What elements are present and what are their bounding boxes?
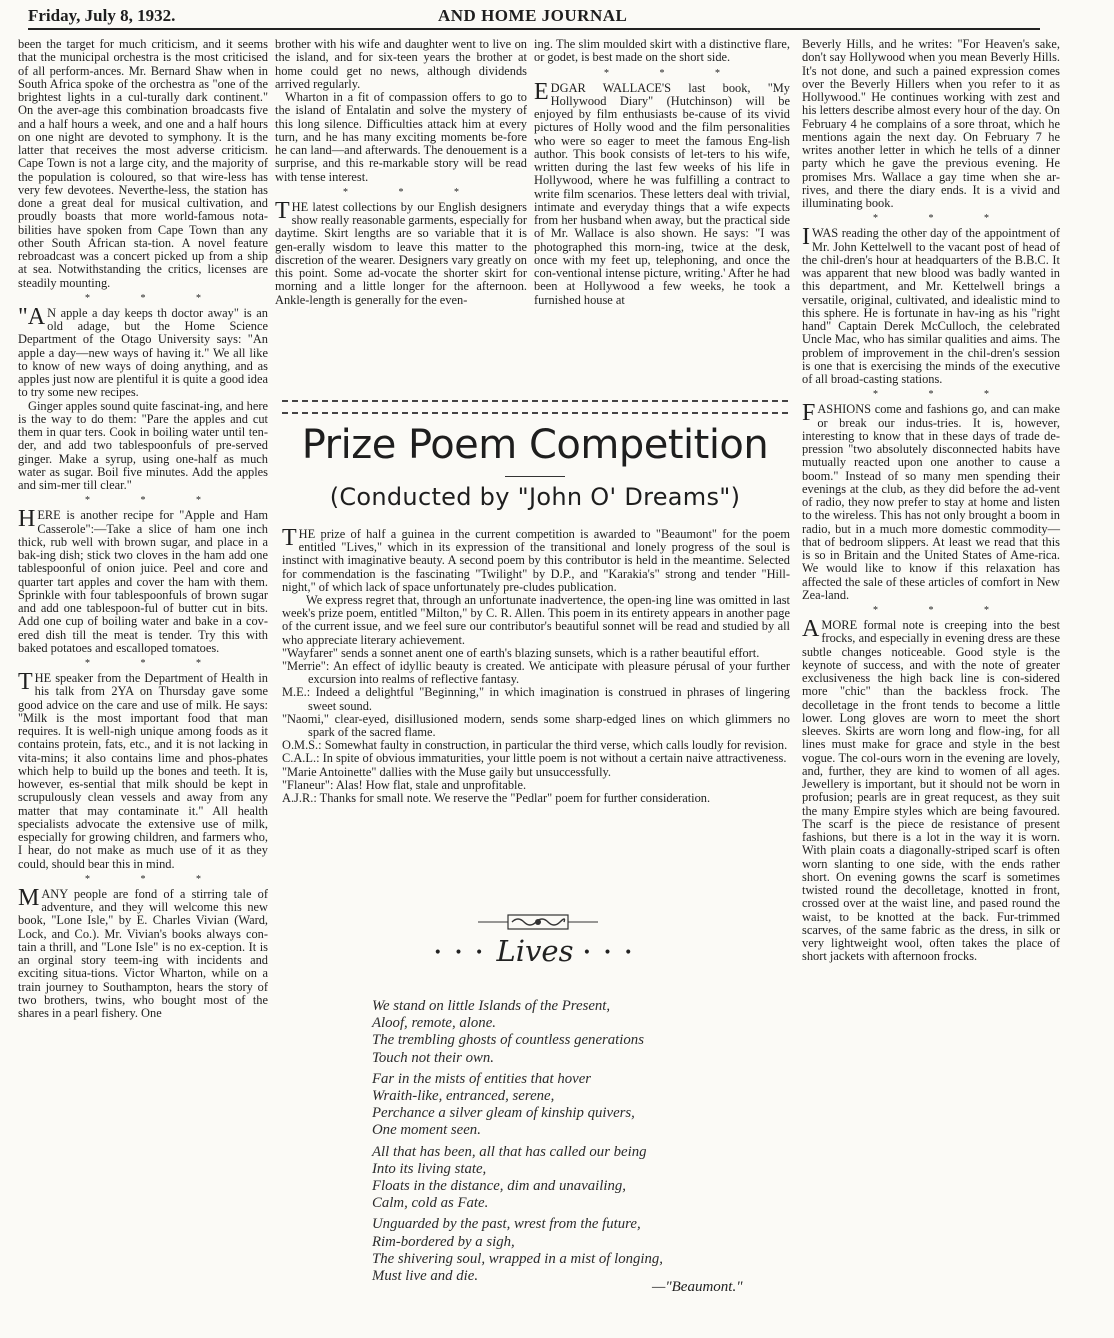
poem-line: The shivering soul, wrapped in a mist of longing, — [372, 1250, 664, 1267]
article-fashion-collections: THE latest collections by our English designers show really reasonable garments, especially for daytime. Skirt lengths are so variable that it is gen-erally wisdom to leave this matter to the discretion of the wearer. Designers vary greatly on this point. Some ad-vocate the shorter skirt for morning and a little longer for the afternoon. Ankle-length is generally for the even- — [275, 197, 528, 307]
title-rule — [505, 476, 565, 477]
prize-intro: THE prize of half a guinea in the current competition is awarded to "Beaumont" for the poem entitled "Lives," which in its expression of the transitional and lonely progress of the soul is instinct with imaginative beauty. A second poem by this contributor is held in the meantime. Selected for commendation is the fascinating "Twilight" by D.P., and "Karakia's" strong and tender "Hill-night," of which lack of space unfortunately pre-cludes publication. — [282, 525, 790, 594]
article-casserole: HERE is another recipe for "Apple and Ham Casserole":—Take a slice of ham one inch thick, rub well with brown sugar, and place in a bak-ing dish; stick two cloves in the ham add one tablespoonful of onion juice. Peel and core and quarter tart apples and cover the ham with them. Sprinkle with four tablespoonfuls of brown sugar and add one tablespoon-ful of butter cut in bits. Add one cup of boiling water and bake in a cov-ered dish till the meat is tender. Try this with baked potatoes and escalloped tomatoes. — [18, 506, 268, 655]
poem-stanza — [372, 998, 772, 1067]
section-separator: * * * — [873, 389, 1013, 401]
verdict-item: "Marie Antoinette" dallies with the Muse gaily but unsuccessfully. — [282, 764, 611, 779]
verdict-item: "Naomi," clear-eyed, disillusioned modern, sends some sharp-edged lines on which glimmers no spark of the sacred flame. — [282, 711, 790, 740]
poem-line: One moment seen. — [372, 1122, 481, 1139]
publication-title: AND HOME JOURNAL — [438, 6, 628, 25]
poem-title-text: Lives — [496, 934, 574, 968]
masthead — [28, 6, 1038, 26]
verdict-item: A.J.R.: Thanks for small note. We reserve the "Pedlar" poem for further consideration. — [282, 791, 711, 806]
poem-line: Touch not their own. — [372, 1049, 494, 1066]
poem-title-dots: • • • — [582, 945, 637, 961]
article-fashion-cont: ing. The slim moulded skirt with a distinctive flare, or godet, is best made on the short side. — [534, 37, 790, 65]
poem-line: Into its living state, — [372, 1160, 487, 1177]
prize-header — [282, 418, 788, 511]
poem-author: —"Beaumont." — [652, 1279, 743, 1295]
poem-line: The trembling ghosts of countless generations — [372, 1032, 644, 1049]
poem-line: All that has been, all that has called our being — [372, 1143, 647, 1160]
article-lone-isle: MANY people are fond of a stirring tale of adventure, and they will welcome this new book, "Lone Isle," by E. Charles Vivian (Ward, Lock, and Co.). Mr. Vivian's books always con-tain a thrill, and "Lone Isle" is no ex-ception. It is an orginal story teem-ing with incidents and exciting situa-tions. Victor Wharton, while on a train journey to Southampton, hears the story of two brothers, twins, who bought most of the shares in a pearl fishery. One — [18, 884, 268, 1020]
article-orchestra-end: been the target for much criticism, and it seems that the municipal orchestra is the most criticised of all perform-ances. Mr. Bernard Shaw when in South Africa spoke of the orchestra as "one of the brightest lights in a cul-turally dark continent." On the aver-age this combination broadcasts five and a half hours a week, and one and a half hours on one night are devoted to symphony. It is the latter that receives the most adverse criticism. Cape Town is not a large city, and the majority of the population is coloured, so that wire-less has very few devotees. Neverthe-less, the station has done a great deal for musical cultivation, and proudly boasts that more world-famous nota-bilities have spoken from Cape Town than any other South African sta-tion. A novel feature rebroadcast was a concert picked up from a ship at sea. Notwithstanding the critics, licenses are steadily mounting. — [18, 37, 268, 290]
section-separator: * * * — [85, 495, 225, 507]
section-separator: * * * — [85, 658, 225, 669]
article-lone-isle-review: Wharton in a fit of compassion offers to go to the island of Entalatin and solve the mystery of this long silence. Difficulties attack him at every turn, and he has many exciting moments be-fore he can land—and afterwards. The denouement is a surprise, and this re-markable story will be read with tense interest. — [275, 90, 527, 184]
poem-title-dots: • • • — [433, 945, 488, 961]
verdict-list — [282, 647, 790, 805]
column-3 — [534, 38, 790, 307]
prize-subtitle: (Conducted by "John O' Dreams") — [329, 483, 741, 511]
ornament-icon — [478, 913, 598, 931]
poem-line: Rim-bordered by a sigh, — [372, 1233, 515, 1250]
decorative-divider — [282, 400, 788, 414]
verdict-item: M.E.: Indeed a delightful "Beginning," in which imagination is construed in phrases of lingering sweet sound. — [282, 685, 790, 713]
verdict-item: "Flaneur": Alas! How flat, stale and unprofitable. — [282, 777, 527, 792]
poem-line: We stand on little Islands of the Present, — [372, 998, 611, 1014]
section-separator: * * * — [604, 67, 744, 79]
poem-stanza — [372, 1144, 772, 1213]
poem-line: Perchance a silver gleam of kinship quivers, — [372, 1105, 635, 1122]
prize-title: Prize Poem Competition — [301, 422, 769, 468]
poem-block — [282, 934, 788, 1295]
header-rule — [28, 28, 1040, 30]
article-wallace-cont: Beverly Hills, and he writes: "For Heaven's sake, don't say Hollywood when you mean Beverly Hills. It's not done, and such a pained expression comes over the Beverly Hillers when you refer to it as Hollywood." He continues working with zest and his letters describe almost every hour of the day. On February 4 he complains of a sore throat, which he mentions again the next day. On February 7 he writes another letter in which he tells of a dinner party which he gave the previous evening. He promises Mrs. Wallace a gay time when she ar-rives, and there the diary ends. It is a vivid and illuminating book. — [802, 37, 1060, 210]
article-lone-isle-cont: brother with his wife and daughter went to live on the island, and for six-teen years the brother at home could get no news, although dividends arrived regularly. — [275, 37, 527, 91]
column-2 — [275, 38, 527, 307]
issue-date: Friday, July 8, 1932. — [28, 6, 176, 25]
verdict-item: C.A.L.: In spite of obvious immaturities, your little poem is not without a certain naive attractiveness. — [282, 751, 787, 766]
article-evening-frocks: AMORE formal note is creeping into the best frocks, and especially in evening dress are these subtle changes noticeable. Good style is the keynote of success, and with the note of greater exclusiveness the high back line is con-sidered more "chic" than the backless frock. The decolletage in the front tends to become a little lower. Long gloves are worn to meet the short sleeves. Skirts are worn long and flow-ing, for all lines must make for grace and style in the best vogue. The col-ours worn in the evening are lovely, and, further, they are kind to women of all ages. Jewellery is important, but it should not be worn in profusion; pearls are in great requcest, as they suit the many Empire styles which are being favoured. The scarf is the piece de resistance of present fashions, but there is a lot in the way it is worn. With plain coats a diagonally-striped scarf is often worn slanting to one side, with the ends rather short. On evening gowns the scarf is sometimes twisted round the decolletage, knotted in front, crossed over at the waist line, and pased round the waist, to be knotted at the back. Fur-trimmed scarves, of the same fabric as the dress, in silk or very lightweight wool, often takes the place of short jackets with afternoon frocks. — [802, 616, 1060, 964]
article-kettelwell: IWAS reading the other day of the appointment of Mr. John Kettelwell to the vacant post of head of the chil-dren's hour at headquarters of the B.B.C. It was apparent that new blood was badly wanted in this department, and Mr. Kettelwell brings a versatile, original, cultivated, and idealistic mind to this sphere. He is fortunate in hav-ing as his "right hand" Captain Derek McCulloch, the celebrated Uncle Mac, who has similar qualities and aims. The problem of improvement in the chil-dren's session is one that is exercising the minds of the executive of all broad-casting stations. — [802, 224, 1060, 386]
section-separator: * * * — [873, 213, 1013, 225]
verdict-item: "Merrie": An effect of idyllic beauty is created. We anticipate with pleasure pérusal of your further excursion into realms of reflective fantasy. — [282, 659, 790, 687]
article-wallace-diary: EDGAR WALLACE'S last book, "My Hollywood Diary" (Hutchinson) will be enjoyed by film enthusiasts be-cause of its vivid pictures of Holly wood and the film personalities who were so eager to meet the famous Eng-lish author. This book consists of let-ters to his wife, written during the last few weeks of his life in Hollywood, where he was fulfilling a contract to write film scenarios. These letters deal with trivial, intimate and everyday things that a wife expects from her husband when away, but the practical side of Mr. Wallace is also shown. He says: "I was photographed this morn-ing, twice at the desk, once with my feet up, telephoning, and once the con-ventional intense picture, writing.' After he had been at Hollywood a few weeks, he took a furnished house at — [534, 78, 790, 307]
poem-line: Wraith-like, entranced, serene, — [372, 1088, 555, 1105]
section-separator: * * * — [343, 186, 483, 198]
article-slippers-boom: FASHIONS come and fashions go, and can make or break our indus-tries. It is, however, interesting to know that in these days of trade de-pression "two absolutely disconnected habits have mutually reacted upon one another to cause a boom." Instead of so many men spending their evenings at the club, as they did before the ad-vent of radio, they now prefer to stay at home and listen to the wireless. This has not only brought a boom in radio, but in a much more domestic commodity—that of bedroom slippers. At least we read that this is so in Britain and the United States of Ame-rica. We would like to know if this relaxation has affected the sale of these articles of comfort in New Zea-land. — [802, 400, 1060, 602]
section-separator: * * * — [85, 292, 225, 304]
poem-line: Aloof, remote, alone. — [372, 1015, 496, 1032]
poem-line: Must live and die. — [372, 1268, 479, 1285]
poem-line: Far in the mists of entities that hover — [372, 1070, 592, 1087]
prize-body — [282, 525, 790, 806]
column-4 — [802, 38, 1060, 964]
article-milk: THE speaker from the Department of Health in his talk from 2YA on Thursday gave some good advice on the care and use of milk. He says: "Milk is the most important food that man requires. It is well-nigh unique among foods as it contains protein, fats, etc., and it is not lacking in vita-mins; it also contains lime and phos-phates which help to build up the bones and teeth. It is, however, es-sential that milk should be kept in scrupulously clean vessels and away from any matter that may contaminate it." All health specialists advocate the extensive use of milk, especially for growing children, and farmers who, I hear, do not make as much use of it as they could, should bear this in mind. — [18, 669, 268, 871]
article-ginger-apples: Ginger apples sound quite fascinat-ing, and here is the way to do them: "Pare the apples and cut them in quar ters. Cook in boiling water until ten-der, and add two tablespoonfuls of pre-served ginger. Make a syrup, using one-half as much water as sugar. Boil five minutes. Add the apples and sim-mer till clear." — [18, 398, 268, 492]
prize-regret: We express regret that, through an unfortunate inadvertence, the open-ing line was omitted in last week's prize poem, entitled "Milton," by C. R. Allen. This poem in its entirety appears in another page of the current issue, and we feel sure our contributor's beautiful sonnet will be read and studied by all who appreciate literary achievement. — [282, 593, 790, 647]
poem-title — [282, 934, 788, 968]
section-separator: * * * — [873, 605, 1013, 616]
poem-stanza — [372, 1216, 772, 1285]
article-apples: "AN apple a day keeps th doctor away" is an old adage, but the Home Science Department of the Otago University says: "An apple a day—new ways of having it." We all like to know of new ways of doing anything, and as apples just now are plentiful it is quite a good idea to try some new recipes. — [18, 303, 268, 400]
poem-line: Calm, cold as Fate. — [372, 1195, 489, 1212]
verdict-item: O.M.S.: Somewhat faulty in construction, in particular the third verse, which calls loudly for revision. — [282, 738, 788, 753]
poem-line: Unguarded by the past, wrest from the future, — [372, 1216, 641, 1233]
poem-lines — [372, 998, 772, 1289]
column-1 — [18, 38, 268, 1020]
poem-line: Floats in the distance, dim and unavailing, — [372, 1178, 626, 1195]
poem-stanza — [372, 1071, 772, 1140]
verdict-item: "Wayfarer" sends a sonnet anent one of earth's blazing sunsets, which is a rather beautiful effort. — [282, 645, 760, 660]
section-separator: * * * — [85, 873, 225, 885]
